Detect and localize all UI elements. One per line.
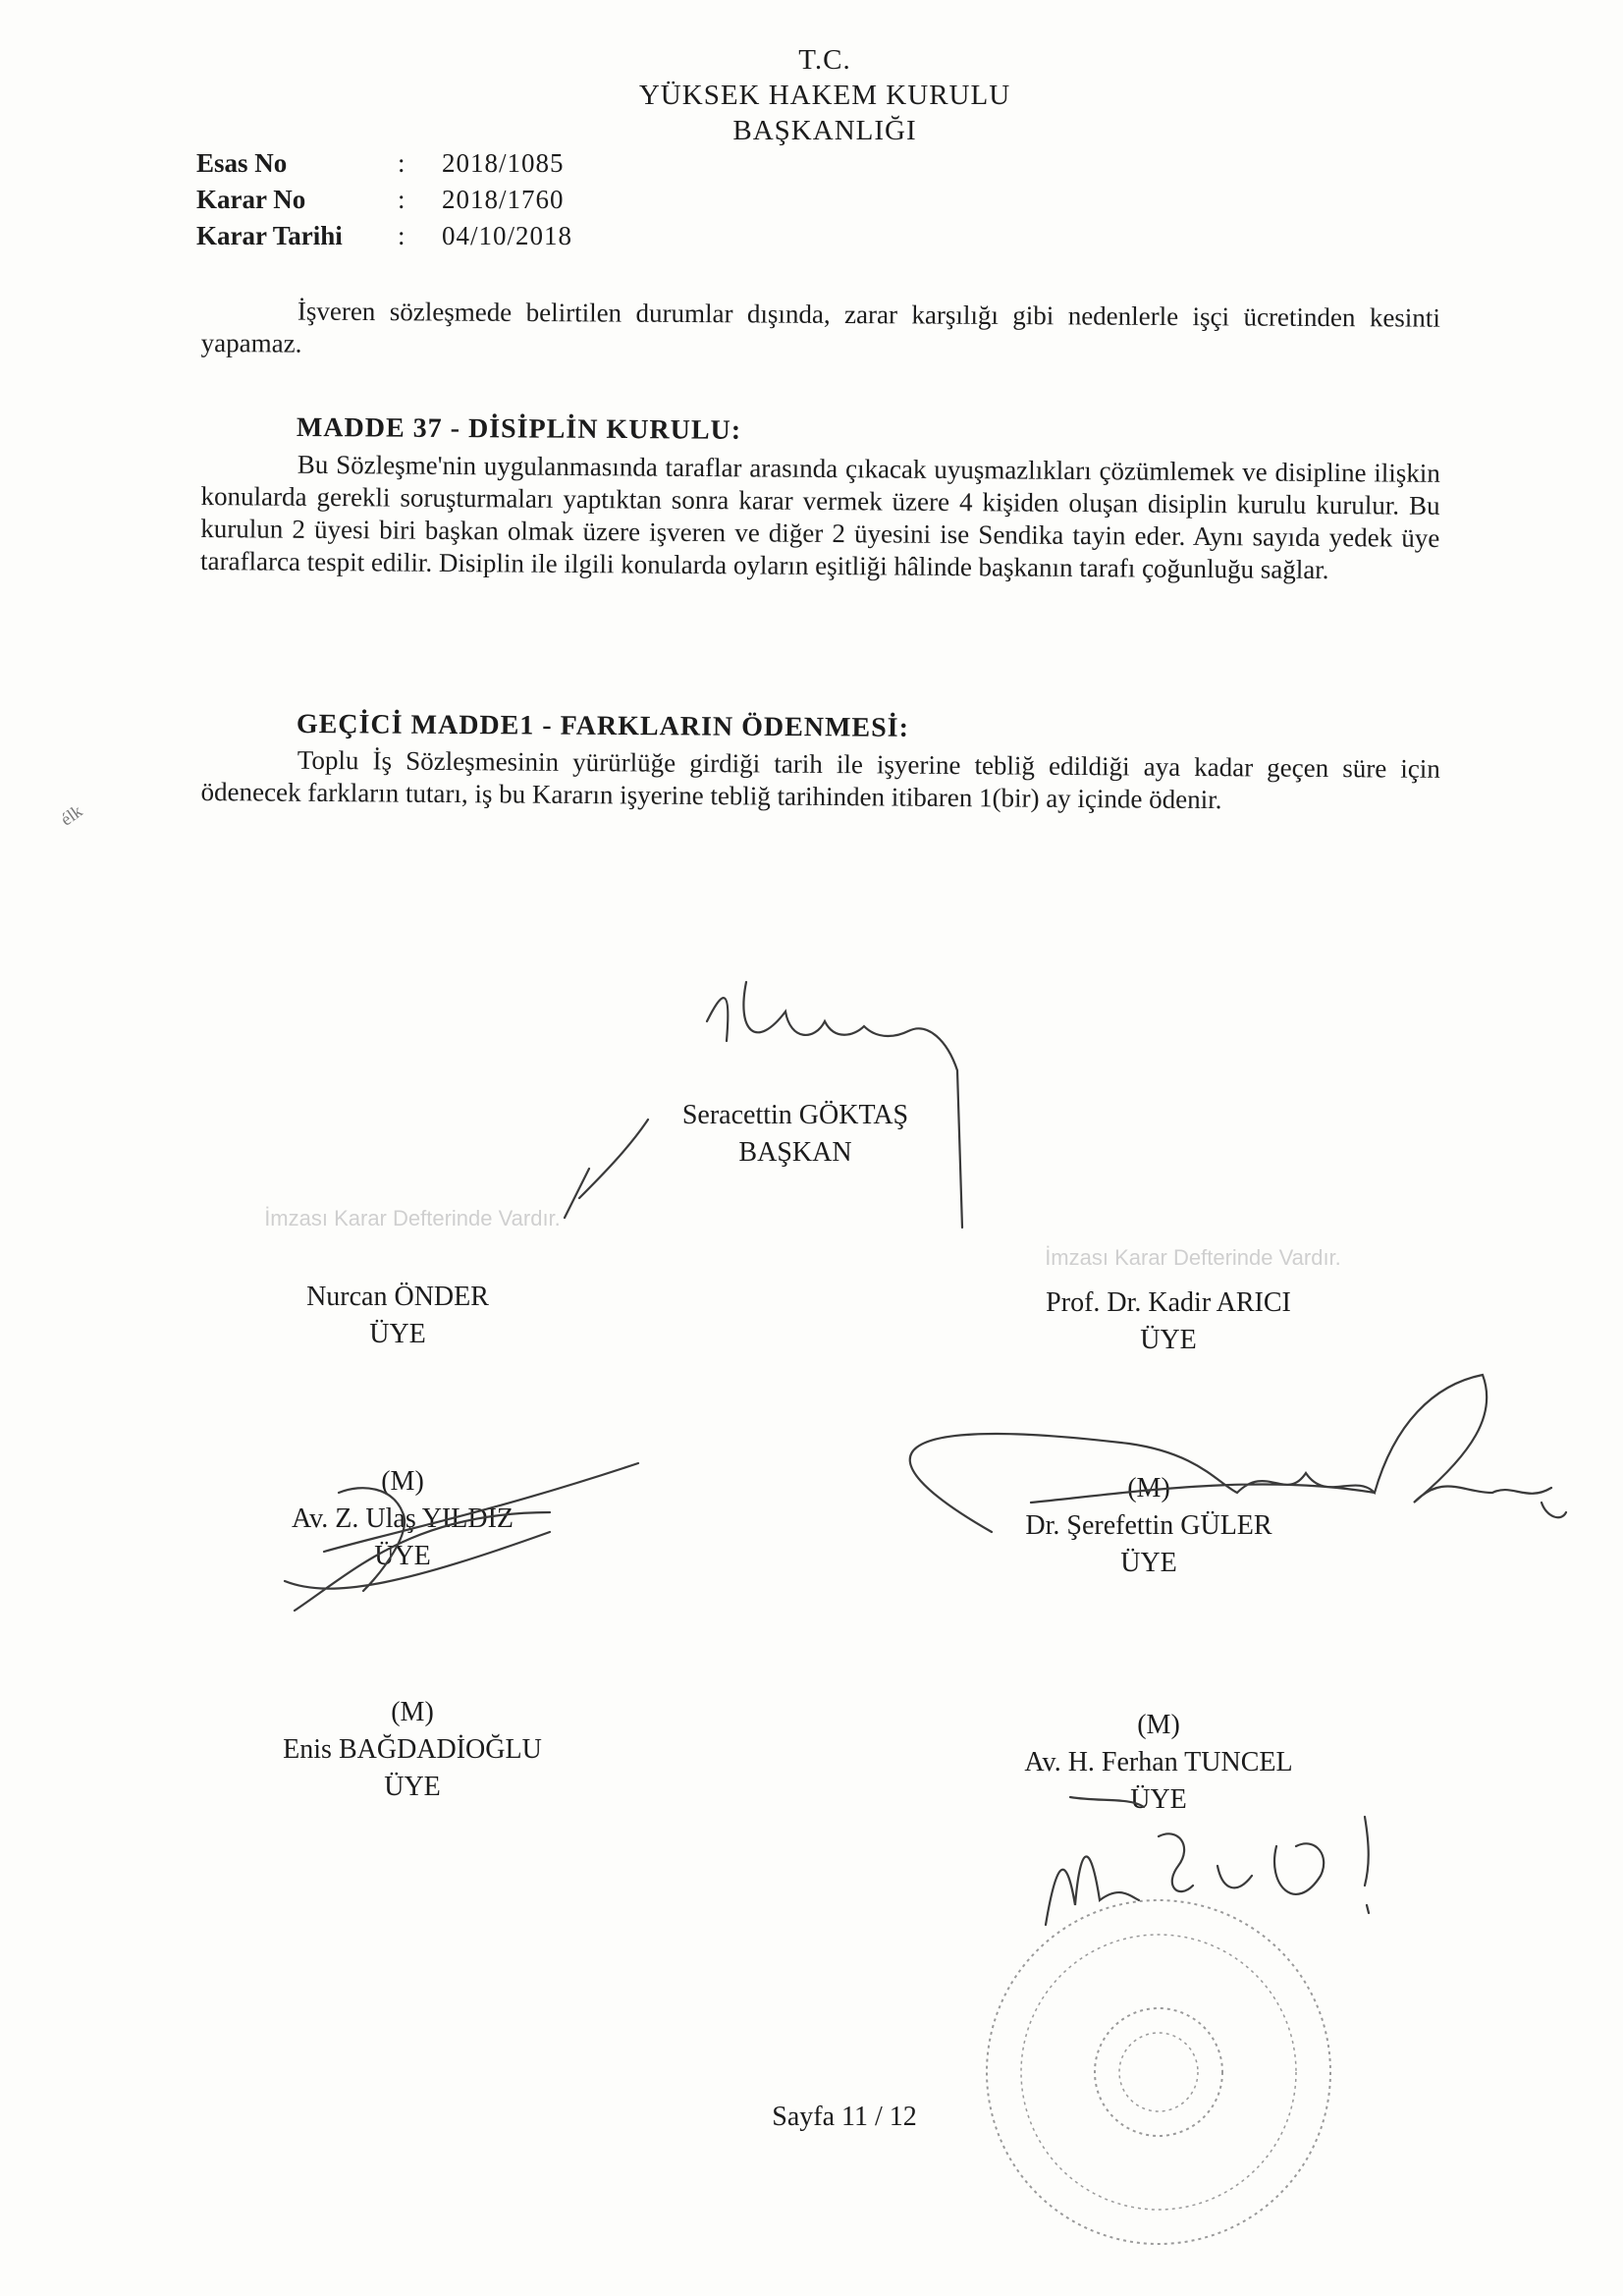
signatory-mark: (M) (1137, 1710, 1180, 1740)
signature-block-enis (250, 1694, 574, 1806)
paragraph-payment-differences: Toplu İş Sözleşmesinin yürürlüğe girdiği tarih ile işyerine tebliğ edildiği aya kadar geçen süre için ödenecek farkların tutarı, iş bu Kararın işyerine tebliğ tarihinden itibaren 1(bir) ay içinde ödenir. (200, 744, 1440, 815)
signature-block-ferhan (992, 1707, 1325, 1819)
signature-watermark-left: İmzası Karar Defterinde Vardır. (264, 1206, 561, 1230)
signatory-name: Av. Z. Ulaş YILDIZ (291, 1503, 514, 1534)
margin-handwriting: élk (56, 800, 86, 830)
signature-block-nurcan (245, 1279, 550, 1353)
signatory-role: ÜYE (374, 1541, 431, 1571)
signatory-mark: (M) (1127, 1473, 1170, 1503)
paragraph-discipline-board: Bu Sözleşme'nin uygulanmasında taraflar arasında çıkacak uyuşmazlıkları çözümlemek ve disipline ilişkin konularda gerekli soruşturmaları yaptıktan sonra karar vermek üzere 4 kişiden oluşan disiplin kurulu kurulur. Bu kurulun 2 üyesi biri başkan olmak üzere işveren ve diğer 2 üyesini ise Sendika tayin eder. Aynı sayıda yedek üye taraflarca tespit edilir. Disiplin ile ilgili konularda oyların eşitliği hâlinde başkanın tarafı çoğunluğu sağlar. (199, 449, 1440, 585)
signatory-name: Nurcan ÖNDER (306, 1282, 489, 1312)
signatory-role: ÜYE (1130, 1784, 1187, 1815)
signature-watermark-right: İmzası Karar Defterinde Vardır. (1045, 1245, 1341, 1270)
signature-block-ulas (250, 1463, 555, 1575)
signature-ferhan (1046, 1817, 1369, 1925)
meta-label: Esas No (196, 148, 288, 178)
meta-value: 2018/1085 (442, 148, 565, 178)
signatory-mark: (M) (381, 1466, 424, 1497)
signature-block-seref (982, 1470, 1316, 1582)
meta-row-tarih: Karar Tarihi : 04/10/2018 (196, 218, 572, 254)
page-number: Sayfa 11 / 12 (772, 2102, 917, 2132)
meta-value: 04/10/2018 (442, 221, 573, 250)
signatory-role: BAŞKAN (738, 1137, 852, 1168)
meta-label: Karar Tarihi (196, 221, 343, 250)
signature-block-chair (628, 1097, 962, 1172)
signatory-role: ÜYE (1120, 1548, 1177, 1578)
meta-value: 2018/1760 (442, 185, 565, 214)
article-37-heading: MADDE 37 - DİSİPLİN KURULU: (296, 412, 742, 446)
signatory-role: ÜYE (384, 1772, 441, 1802)
case-meta (196, 145, 572, 254)
meta-row-esas: Esas No : 2018/1085 (196, 145, 572, 182)
signatory-name: Enis BAĞDADİOĞLU (283, 1734, 542, 1765)
signatory-name: Prof. Dr. Kadir ARICI (1046, 1287, 1291, 1318)
header-country: T.C. (798, 44, 851, 76)
signatory-name: Av. H. Ferhan TUNCEL (1024, 1747, 1293, 1777)
header-organization: YÜKSEK HAKEM KURULU (638, 80, 1011, 111)
meta-row-karar: Karar No : 2018/1760 (196, 182, 572, 218)
signatory-role: ÜYE (1140, 1325, 1197, 1355)
paragraph-deduction: İşveren sözleşmede belirtilen durumlar dışında, zarar karşılığı gibi nedenlerle işçi ücretinden kesinti yapamaz. (200, 296, 1440, 358)
header-office: BAŞKANLIĞI (732, 115, 917, 146)
signatory-name: Seracettin GÖKTAŞ (681, 1100, 909, 1130)
provisional-article-heading: GEÇİCİ MADDE1 - FARKLARIN ÖDENMESİ: (296, 709, 910, 743)
signature-block-kadir (1001, 1285, 1335, 1359)
signatory-name: Dr. Şerefettin GÜLER (1025, 1510, 1272, 1541)
signatory-mark: (M) (391, 1697, 434, 1727)
meta-label: Karar No (196, 185, 306, 214)
official-seal-icon (987, 1900, 1330, 2244)
signatory-role: ÜYE (369, 1319, 426, 1349)
